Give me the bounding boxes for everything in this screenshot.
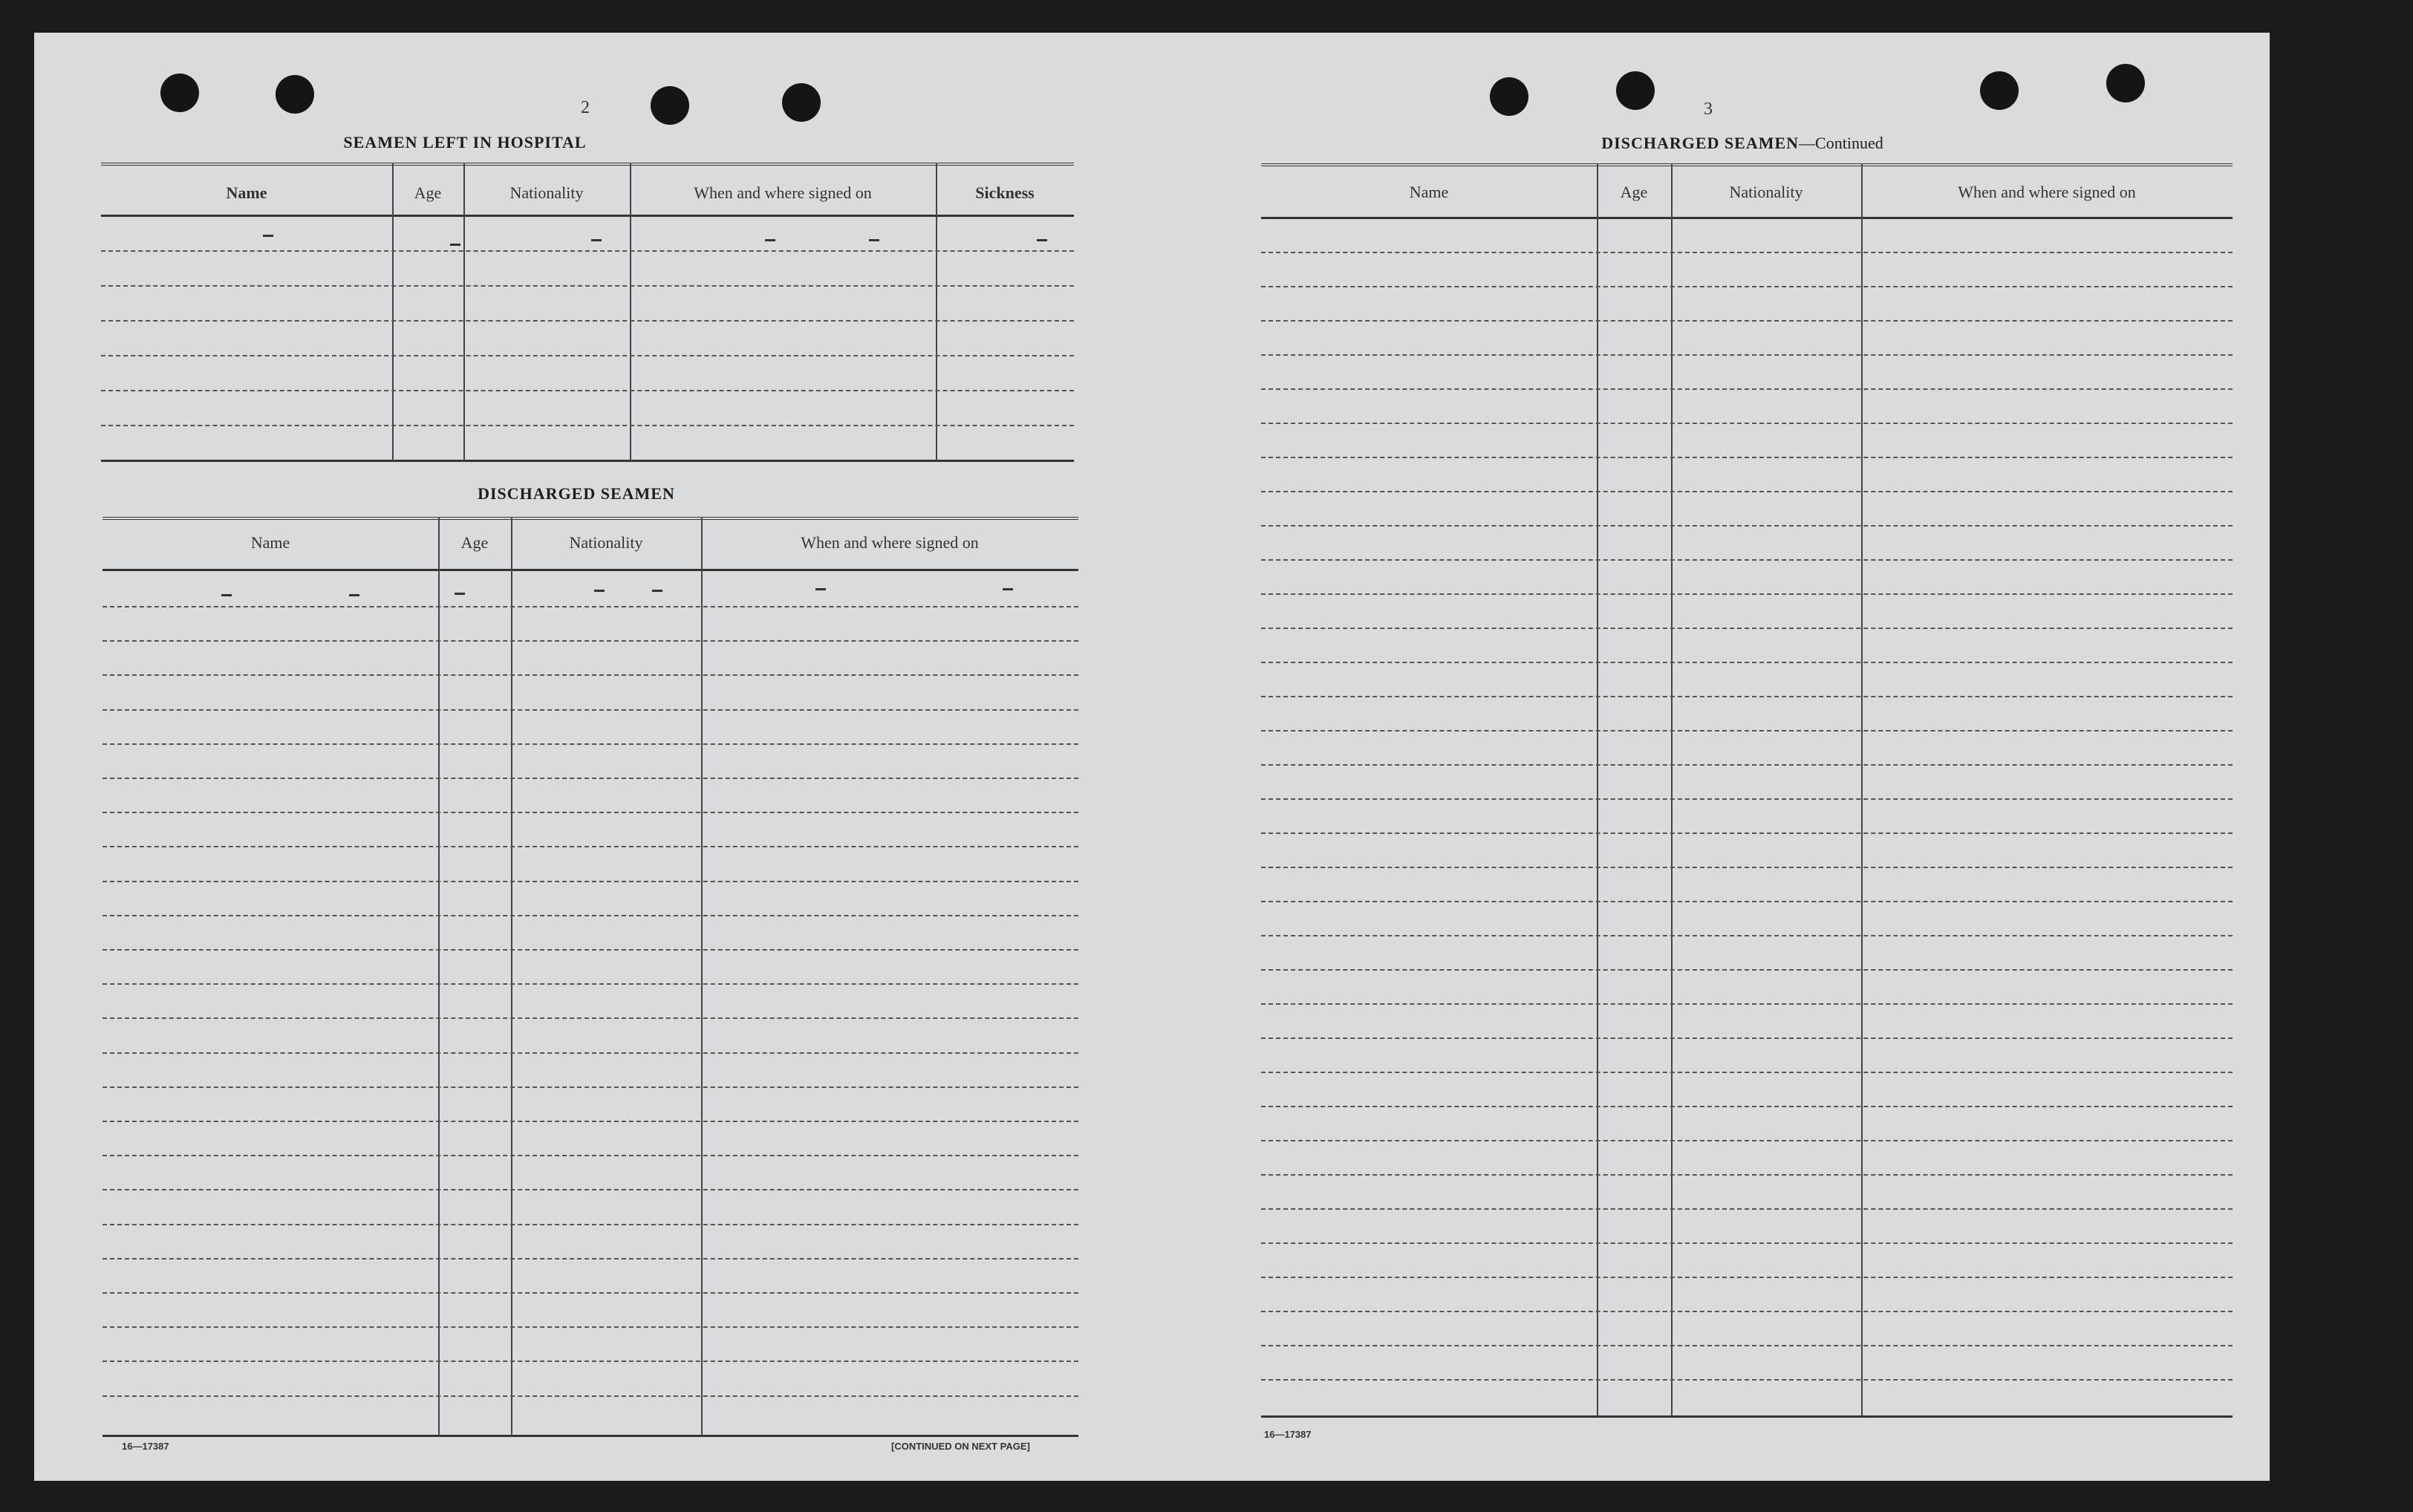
column-rule — [936, 163, 937, 461]
column-header-name: Name — [1409, 183, 1449, 201]
blank-mark — [594, 590, 605, 592]
blank-mark — [450, 244, 460, 246]
blank-mark — [349, 594, 359, 596]
table-row — [1261, 423, 2233, 424]
discharged-section-title: DISCHARGED SEAMEN — [478, 484, 675, 503]
table-row — [102, 1361, 1078, 1362]
table-row — [1261, 1106, 2233, 1107]
table-header-rule — [101, 215, 1074, 217]
page-number: 3 — [1704, 100, 1713, 119]
column-header-age: Age — [1620, 183, 1648, 201]
form-number: 16—17387 — [1264, 1429, 1312, 1440]
table-row — [1261, 628, 2233, 629]
column-header-age: Age — [414, 183, 442, 202]
table-row — [1261, 1003, 2233, 1005]
column-header-name: Name — [226, 183, 267, 202]
table-row — [102, 1121, 1078, 1122]
table-bottom-rule — [101, 460, 1074, 462]
table-row — [102, 674, 1078, 676]
section-title-suffix: —Continued — [1799, 134, 1883, 152]
discharged-continued-table — [1261, 163, 2233, 1420]
table-row — [1261, 457, 2233, 458]
table-row — [102, 846, 1078, 847]
blank-mark — [455, 593, 465, 595]
column-header-when-where: When and where signed on — [1958, 183, 2136, 201]
table-row — [1261, 1242, 2233, 1244]
table-top-rule — [1261, 163, 2233, 166]
column-rule — [392, 163, 394, 461]
column-header-sickness: Sickness — [975, 183, 1035, 202]
table-top-rule — [102, 517, 1078, 520]
table-row — [1261, 1345, 2233, 1346]
table-row — [101, 425, 1074, 426]
blank-mark — [869, 239, 879, 241]
left-page — [34, 33, 1148, 1481]
table-row — [102, 743, 1078, 745]
table-row — [1261, 832, 2233, 834]
table-row — [102, 640, 1078, 642]
form-number: 16—17387 — [122, 1441, 169, 1452]
column-rule — [1671, 163, 1673, 1417]
page-number: 2 — [581, 98, 590, 117]
table-row — [1261, 354, 2233, 356]
column-rule — [511, 517, 512, 1436]
table-row — [1261, 388, 2233, 390]
table-bottom-rule — [1261, 1415, 2233, 1418]
table-row — [1261, 798, 2233, 800]
table-row — [1261, 252, 2233, 253]
column-header-age: Age — [460, 533, 489, 552]
table-row — [1261, 662, 2233, 663]
table-row — [102, 709, 1078, 711]
table-row — [101, 250, 1074, 252]
table-row — [1261, 696, 2233, 697]
table-row — [1261, 969, 2233, 971]
table-row — [1261, 730, 2233, 731]
table-row — [102, 812, 1078, 813]
table-row — [102, 1224, 1078, 1225]
table-row — [1261, 525, 2233, 527]
table-row — [102, 1189, 1078, 1190]
table-row — [102, 1155, 1078, 1156]
table-row — [1261, 867, 2233, 868]
table-row — [102, 1017, 1078, 1019]
blank-mark — [1003, 588, 1013, 590]
blank-mark — [652, 590, 662, 592]
table-row — [1261, 935, 2233, 936]
column-header-when-where: When and where signed on — [694, 183, 872, 202]
blank-mark — [221, 594, 232, 596]
column-rule — [438, 517, 440, 1436]
hospital-table — [101, 163, 1074, 463]
table-row — [1261, 1072, 2233, 1073]
table-row — [1261, 1037, 2233, 1039]
discharged-table — [102, 517, 1078, 1438]
table-row — [101, 285, 1074, 287]
table-row — [102, 983, 1078, 985]
table-row — [1261, 764, 2233, 766]
column-rule — [1861, 163, 1863, 1417]
blank-mark — [815, 588, 826, 590]
table-row — [1261, 491, 2233, 492]
table-row — [102, 949, 1078, 951]
section-title-text: DISCHARGED SEAMEN — [1601, 134, 1800, 152]
table-row — [1261, 593, 2233, 595]
discharged-continued-title — [1520, 134, 1965, 153]
table-row — [102, 1395, 1078, 1397]
table-top-rule — [101, 163, 1074, 166]
column-rule — [463, 163, 465, 461]
table-row — [1261, 559, 2233, 561]
column-header-when-where: When and where signed on — [801, 533, 979, 552]
table-row — [1261, 1379, 2233, 1381]
right-page — [1148, 33, 2270, 1481]
table-row — [102, 881, 1078, 882]
table-row — [1261, 1140, 2233, 1141]
table-row — [102, 1052, 1078, 1054]
table-header-rule — [102, 569, 1078, 571]
table-row — [102, 1258, 1078, 1260]
column-rule — [701, 517, 703, 1436]
column-header-nationality: Nationality — [569, 533, 643, 552]
column-rule — [1597, 163, 1598, 1417]
table-row — [101, 390, 1074, 391]
table-row — [102, 778, 1078, 779]
table-row — [101, 355, 1074, 356]
table-row — [1261, 1174, 2233, 1176]
column-rule — [630, 163, 631, 461]
table-row — [1261, 1311, 2233, 1312]
table-row — [101, 320, 1074, 322]
hospital-section-title: SEAMEN LEFT IN HOSPITAL — [343, 133, 587, 151]
table-row — [1261, 320, 2233, 322]
table-row — [102, 1326, 1078, 1328]
table-row — [1261, 1208, 2233, 1210]
document-sheet — [34, 33, 2270, 1481]
table-row — [1261, 286, 2233, 287]
column-header-nationality: Nationality — [1729, 183, 1803, 201]
blank-mark — [765, 239, 775, 241]
blank-mark — [263, 235, 273, 237]
table-row — [102, 915, 1078, 916]
table-row — [102, 606, 1078, 607]
table-bottom-rule — [102, 1435, 1078, 1437]
table-row — [102, 1086, 1078, 1088]
table-row — [102, 1292, 1078, 1294]
column-header-name: Name — [250, 533, 290, 552]
continued-note: [CONTINUED ON NEXT PAGE] — [891, 1441, 1030, 1452]
blank-mark — [591, 239, 602, 241]
table-row — [1261, 901, 2233, 902]
table-header-rule — [1261, 217, 2233, 219]
blank-mark — [1037, 239, 1047, 241]
column-header-nationality: Nationality — [509, 183, 584, 202]
table-row — [1261, 1277, 2233, 1278]
